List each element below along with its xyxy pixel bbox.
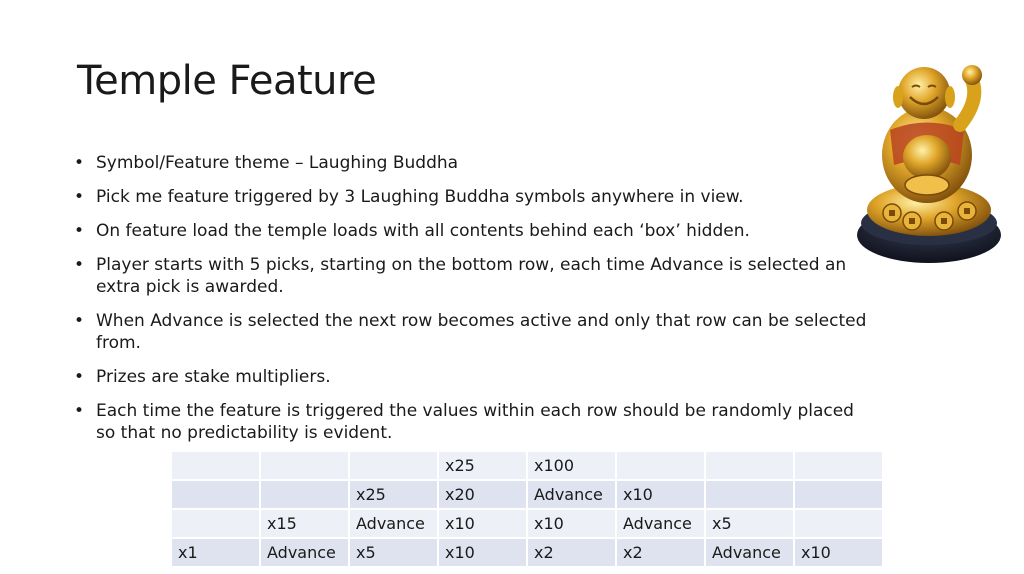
bullet-item: • Player starts with 5 picks, starting on the bottom row, each time Advance is selected an extra pick is awarded.	[74, 254, 874, 298]
table-cell: x25	[439, 452, 526, 479]
table-cell	[172, 452, 259, 479]
table-cell: x1	[172, 539, 259, 566]
bullet-item: • Symbol/Feature theme – Laughing Buddha	[74, 152, 874, 174]
table-cell: x10	[439, 510, 526, 537]
table-cell: Advance	[528, 481, 615, 508]
table-cell: x5	[706, 510, 793, 537]
bullet-item: • Each time the feature is triggered the values within each row should be randomly placed so that no predictability is evident.	[74, 400, 874, 444]
table-cell	[172, 481, 259, 508]
table-cell	[172, 510, 259, 537]
table-row	[172, 510, 882, 537]
table-cell: x2	[617, 539, 704, 566]
table-cell: x10	[528, 510, 615, 537]
table-cell	[795, 481, 882, 508]
table-cell	[617, 452, 704, 479]
table-cell: x100	[528, 452, 615, 479]
table-row	[172, 481, 882, 508]
table-cell: Advance	[261, 539, 348, 566]
prize-table	[170, 450, 884, 568]
bullet-item: • Pick me feature triggered by 3 Laughing Buddha symbols anywhere in view.	[74, 186, 874, 208]
table-cell	[795, 452, 882, 479]
table-cell: x5	[350, 539, 437, 566]
table-cell	[795, 510, 882, 537]
table-cell: x10	[617, 481, 704, 508]
laughing-buddha-icon	[852, 45, 1002, 270]
table-cell: x10	[439, 539, 526, 566]
table-cell: x2	[528, 539, 615, 566]
bullet-item: • On feature load the temple loads with all contents behind each ‘box’ hidden.	[74, 220, 874, 242]
table-cell	[261, 481, 348, 508]
table-cell: x20	[439, 481, 526, 508]
table-cell	[706, 452, 793, 479]
bullet-item: • When Advance is selected the next row becomes active and only that row can be selected from.	[74, 310, 874, 354]
bullet-item: • Prizes are stake multipliers.	[74, 366, 874, 388]
table-cell	[350, 452, 437, 479]
table-cell: x10	[795, 539, 882, 566]
table-cell: x25	[350, 481, 437, 508]
table-cell: Advance	[350, 510, 437, 537]
bullet-list	[74, 152, 874, 456]
table-cell: Advance	[617, 510, 704, 537]
table-cell	[706, 481, 793, 508]
table-row	[172, 539, 882, 566]
table-row	[172, 452, 882, 479]
slide-title: Temple Feature	[77, 58, 377, 104]
table-cell: x15	[261, 510, 348, 537]
table-cell	[261, 452, 348, 479]
table-cell: Advance	[706, 539, 793, 566]
